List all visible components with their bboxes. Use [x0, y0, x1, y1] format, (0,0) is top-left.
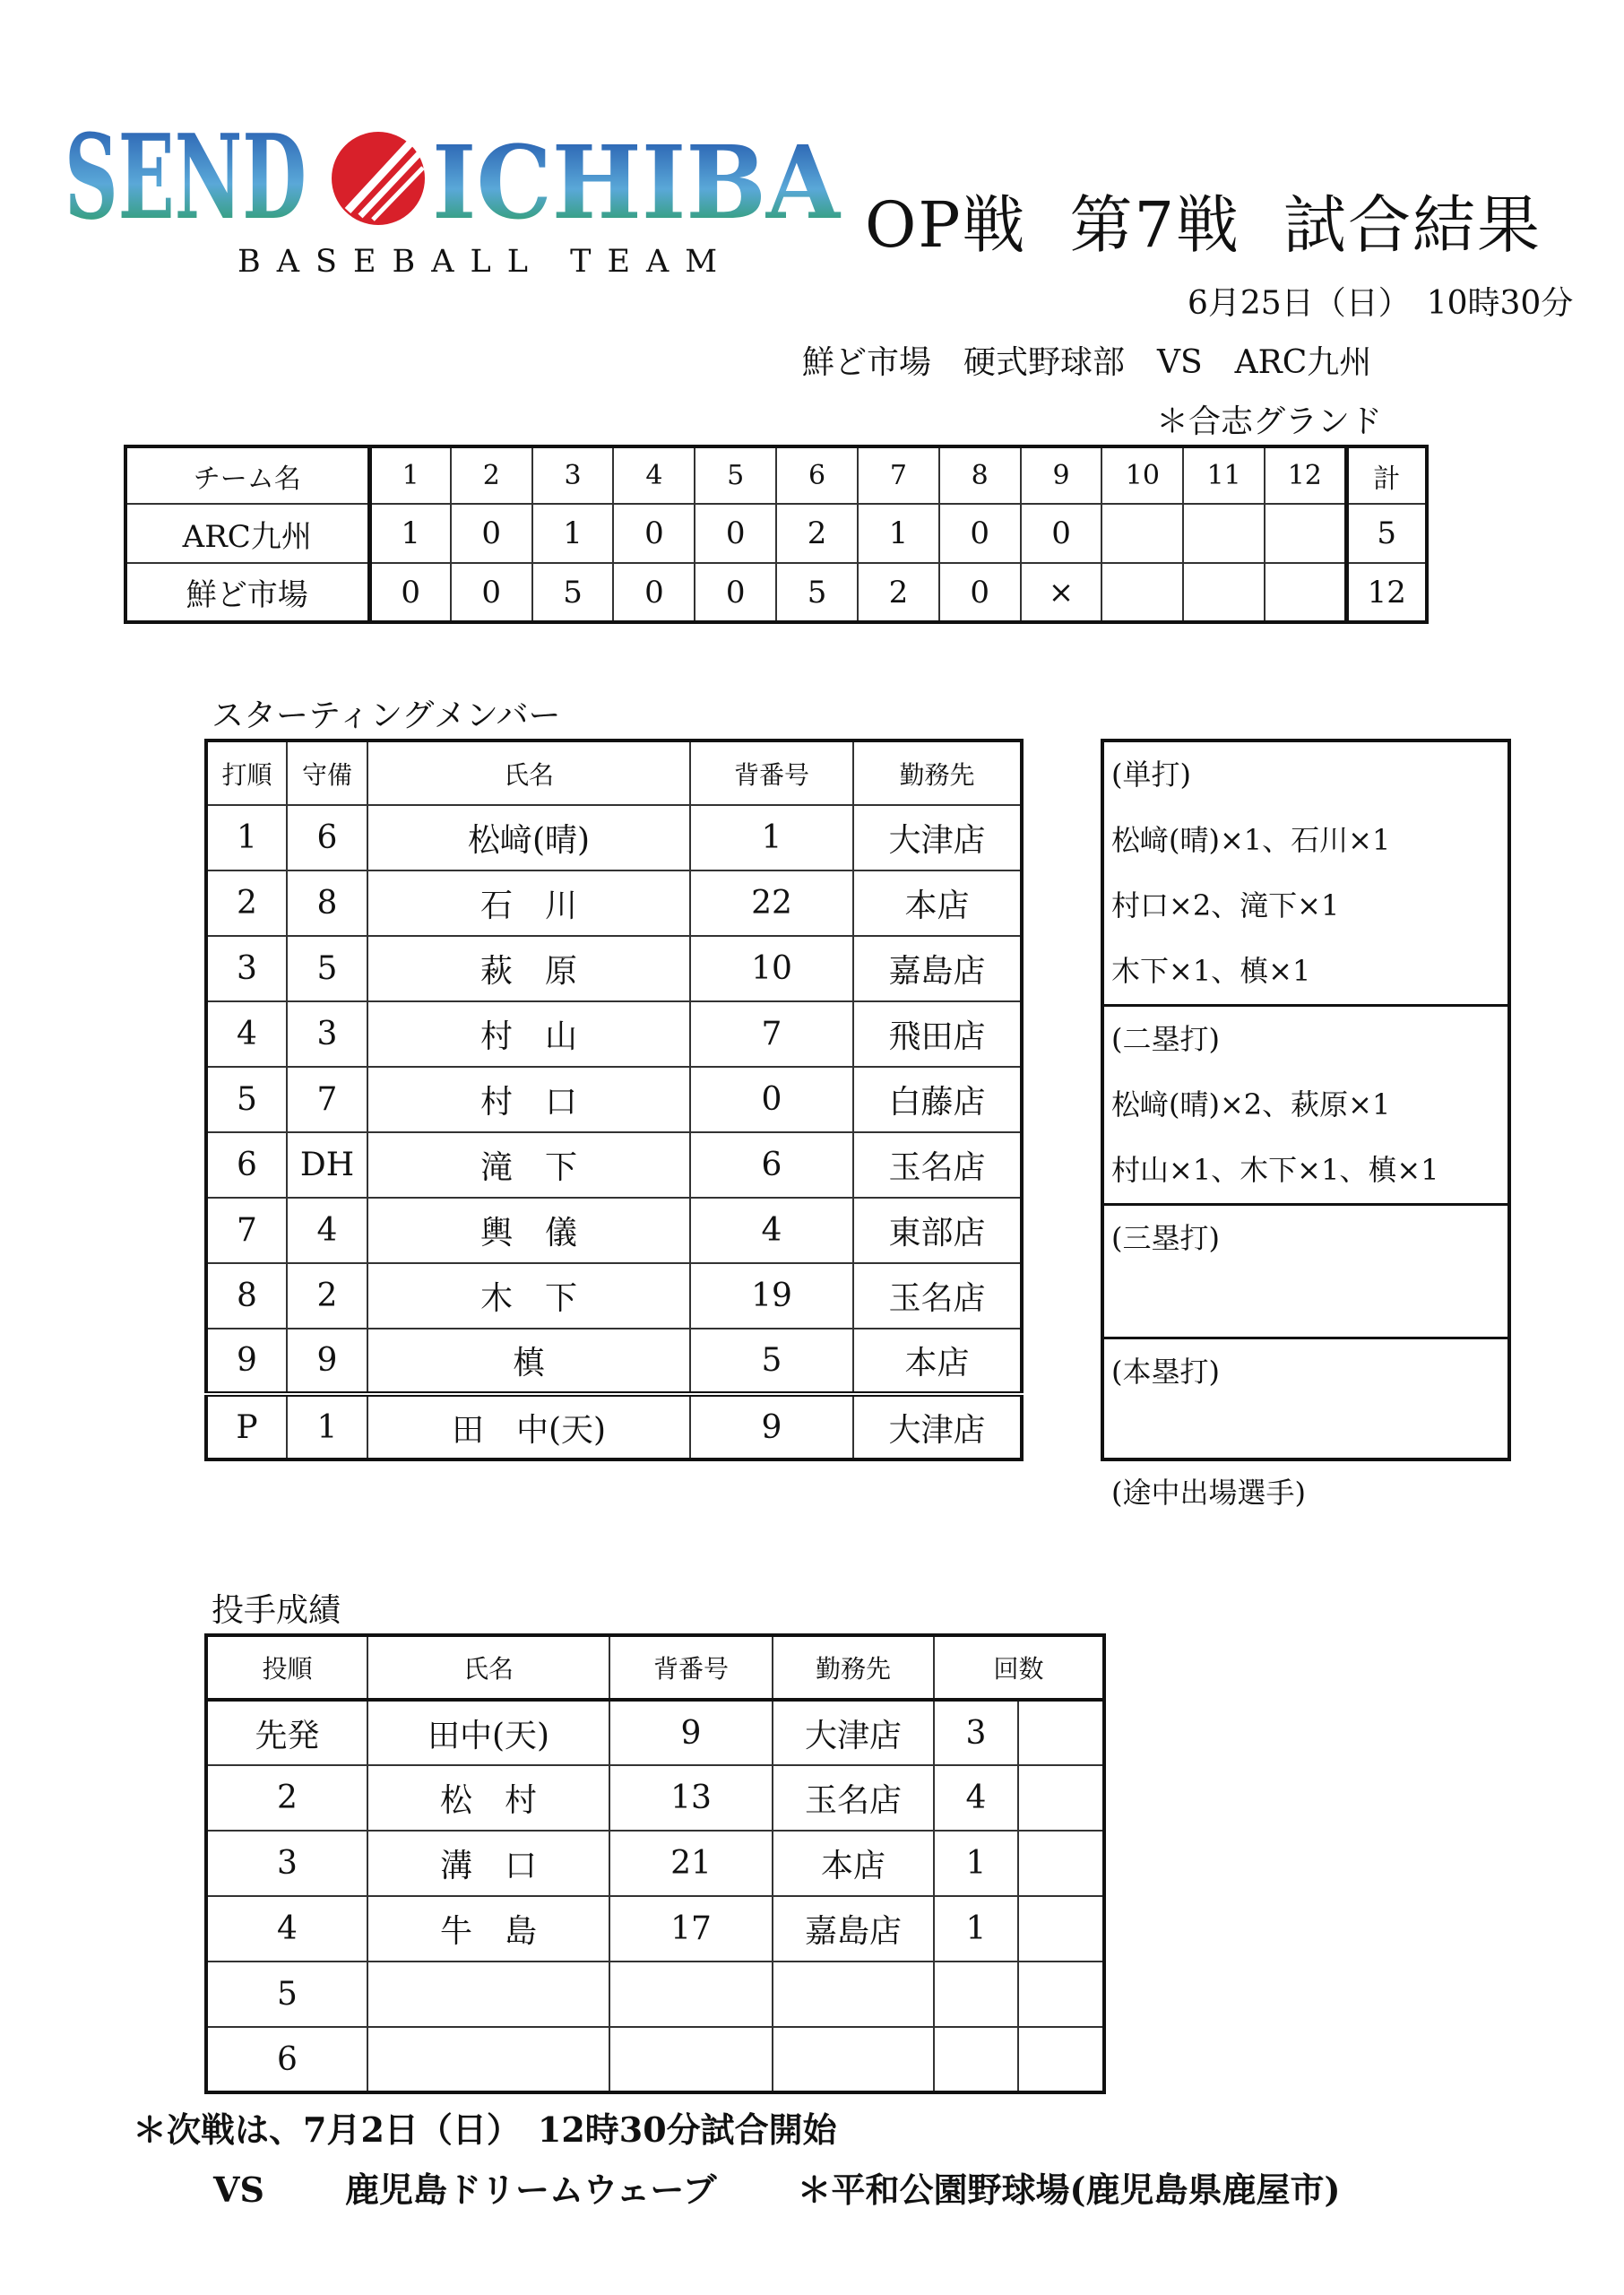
position: 9 — [287, 1329, 367, 1394]
batting-order: 4 — [206, 1001, 287, 1067]
game-date: 6月25日（日） 10時30分 — [1188, 285, 1574, 322]
header-inning-10: 10 — [1101, 446, 1183, 504]
score-cell: 2 — [776, 504, 858, 563]
header-inning-5: 5 — [695, 446, 776, 504]
pitching-header — [206, 1635, 1104, 1700]
player-name: 輿 儀 — [367, 1198, 690, 1263]
score-cell: 1 — [858, 504, 939, 563]
player-name: 田 中(天) — [367, 1394, 690, 1459]
score-cell: 5 — [776, 563, 858, 622]
pitch-order: 4 — [206, 1896, 367, 1962]
position: 4 — [287, 1198, 367, 1263]
position: 2 — [287, 1263, 367, 1329]
line-score-row-visitor — [125, 504, 1427, 563]
score-cell: 5 — [532, 563, 614, 622]
hits-line-empty — [1111, 1405, 1507, 1470]
next-game-details — [213, 2162, 1341, 2212]
position: 3 — [287, 1001, 367, 1067]
position: 1 — [287, 1394, 367, 1459]
store — [773, 1962, 934, 2027]
table-row — [206, 1700, 1104, 1765]
batting-order: 8 — [206, 1263, 287, 1329]
score-cell: 1 — [532, 504, 614, 563]
table-row — [206, 805, 1022, 870]
score-cell — [1265, 563, 1346, 622]
store: 本店 — [853, 1329, 1022, 1394]
store: 本店 — [773, 1831, 934, 1896]
uniform-number: 17 — [609, 1896, 773, 1962]
header-team: チーム名 — [125, 446, 369, 504]
next-game-opponent: 鹿児島ドリームウェーブ — [344, 2169, 717, 2210]
score-cell: 0 — [939, 563, 1021, 622]
header-innings: 回数 — [934, 1635, 1104, 1700]
player-name: 村 口 — [367, 1067, 690, 1132]
player-name: 槙 — [367, 1329, 690, 1394]
uniform-number: 1 — [690, 805, 853, 870]
svg-text:SEND: SEND — [65, 112, 307, 246]
player-name: 萩 原 — [367, 936, 690, 1001]
batting-order: 2 — [206, 870, 287, 936]
pitching-table — [204, 1633, 1106, 2094]
table-row — [206, 1765, 1104, 1831]
innings: 1 — [934, 1896, 1018, 1962]
team-logo — [63, 112, 851, 291]
score-cell — [1183, 563, 1265, 622]
header-inning-1: 1 — [369, 446, 451, 504]
pitcher-name: 松 村 — [367, 1765, 609, 1831]
batting-order: 3 — [206, 936, 287, 1001]
store: 白藤店 — [853, 1067, 1022, 1132]
line-score-header — [125, 446, 1427, 504]
header-number: 背番号 — [609, 1635, 773, 1700]
score-cell: 0 — [451, 504, 532, 563]
singles-section — [1104, 742, 1507, 1007]
triples-section — [1104, 1206, 1507, 1339]
innings — [934, 1962, 1018, 2027]
header-inning-3: 3 — [532, 446, 614, 504]
header-inning-6: 6 — [776, 446, 858, 504]
header-inning-11: 11 — [1183, 446, 1265, 504]
line-score-table — [124, 445, 1429, 624]
position: DH — [287, 1132, 367, 1198]
innings-fraction — [1018, 1765, 1104, 1831]
next-game-notice: ＊次戦は、7月2日（日） 12時30分試合開始 — [133, 2109, 837, 2150]
table-row — [206, 1962, 1104, 2027]
header-inning-8: 8 — [939, 446, 1021, 504]
header-position: 守備 — [287, 740, 367, 805]
header-total: 計 — [1346, 446, 1427, 504]
hits-line: 松﨑(晴)×1、石川×1 — [1111, 823, 1391, 857]
player-name: 石 川 — [367, 870, 690, 936]
table-row — [206, 1001, 1022, 1067]
hits-box — [1101, 739, 1511, 1461]
uniform-number — [609, 2027, 773, 2092]
position: 5 — [287, 936, 367, 1001]
pitch-order: 先発 — [206, 1700, 367, 1765]
header-pitch-order: 投順 — [206, 1635, 367, 1700]
homeruns-label: (本塁打) — [1111, 1355, 1220, 1389]
pitcher-name — [367, 2027, 609, 2092]
score-cell — [1265, 504, 1346, 563]
header-inning-12: 12 — [1265, 446, 1346, 504]
hits-line: 松﨑(晴)×2、萩原×1 — [1111, 1087, 1391, 1122]
triples-label: (三塁打) — [1111, 1221, 1220, 1255]
pitcher-name: 溝 口 — [367, 1831, 609, 1896]
batting-order: 6 — [206, 1132, 287, 1198]
team-name: ARC九州 — [125, 504, 369, 563]
homeruns-section — [1104, 1339, 1507, 1470]
score-cell — [1101, 563, 1183, 622]
score-cell: 2 — [858, 563, 939, 622]
pitching-label: 投手成績 — [212, 1592, 341, 1629]
store: 玉名店 — [773, 1765, 934, 1831]
innings: 1 — [934, 1831, 1018, 1896]
table-row — [206, 936, 1022, 1001]
store: 大津店 — [773, 1700, 934, 1765]
innings-fraction — [1018, 1896, 1104, 1962]
pitcher-name — [367, 1962, 609, 2027]
table-row — [206, 1067, 1022, 1132]
uniform-number: 0 — [690, 1067, 853, 1132]
store: 玉名店 — [853, 1132, 1022, 1198]
pitch-order: 3 — [206, 1831, 367, 1896]
position: 6 — [287, 805, 367, 870]
table-row — [206, 870, 1022, 936]
title-game-number: 第7戦 — [1069, 188, 1241, 262]
player-name: 木 下 — [367, 1263, 690, 1329]
innings-fraction — [1018, 1700, 1104, 1765]
score-cell: 0 — [613, 504, 695, 563]
uniform-number: 6 — [690, 1132, 853, 1198]
logo-graphic — [63, 112, 851, 291]
uniform-number: 9 — [609, 1700, 773, 1765]
score-cell: 0 — [1021, 504, 1102, 563]
header-store: 勤務先 — [853, 740, 1022, 805]
batting-order: 7 — [206, 1198, 287, 1263]
uniform-number: 7 — [690, 1001, 853, 1067]
substitutes-label: (途中出場選手) — [1111, 1476, 1306, 1510]
score-cell: 0 — [451, 563, 532, 622]
score-cell: 0 — [695, 563, 776, 622]
hits-line: 木下×1、槙×1 — [1111, 954, 1311, 988]
header-number: 背番号 — [690, 740, 853, 805]
score-cell: × — [1021, 563, 1102, 622]
score-cell — [1101, 504, 1183, 563]
page-title — [865, 175, 1542, 265]
uniform-number: 19 — [690, 1263, 853, 1329]
uniform-number: 22 — [690, 870, 853, 936]
uniform-number: 10 — [690, 936, 853, 1001]
batting-order: 9 — [206, 1329, 287, 1394]
line-score-row-home — [125, 563, 1427, 622]
header-store: 勤務先 — [773, 1635, 934, 1700]
uniform-number: 13 — [609, 1765, 773, 1831]
total-score: 12 — [1346, 563, 1427, 622]
player-name: 村 山 — [367, 1001, 690, 1067]
title-result: 試合結果 — [1283, 188, 1542, 262]
store: 嘉島店 — [853, 936, 1022, 1001]
header-name: 氏名 — [367, 1635, 609, 1700]
store: 玉名店 — [853, 1263, 1022, 1329]
table-row — [206, 1896, 1104, 1962]
venue: ＊合志グランド — [1156, 403, 1383, 440]
next-game-vs: VS — [213, 2169, 264, 2210]
store: 本店 — [853, 870, 1022, 936]
table-row — [206, 1329, 1022, 1394]
score-cell: 0 — [369, 563, 451, 622]
team-name: 鮮ど市場 — [125, 563, 369, 622]
lineup-label: スターティングメンバー — [212, 697, 561, 734]
batting-order: P — [206, 1394, 287, 1459]
header-inning-9: 9 — [1021, 446, 1102, 504]
innings-fraction — [1018, 2027, 1104, 2092]
innings-fraction — [1018, 1962, 1104, 2027]
uniform-number: 4 — [690, 1198, 853, 1263]
hits-line-empty — [1111, 1271, 1507, 1337]
lineup-header — [206, 740, 1022, 805]
table-row — [206, 2027, 1104, 2092]
singles-label: (単打) — [1111, 758, 1191, 792]
header-inning-7: 7 — [858, 446, 939, 504]
pitch-order: 5 — [206, 1962, 367, 2027]
score-cell: 0 — [613, 563, 695, 622]
pitch-order: 6 — [206, 2027, 367, 2092]
title-op: OP戦 — [865, 188, 1027, 262]
player-name: 滝 下 — [367, 1132, 690, 1198]
header-inning-2: 2 — [451, 446, 532, 504]
lineup-table — [204, 739, 1024, 1461]
total-score: 5 — [1346, 504, 1427, 563]
table-row — [206, 1831, 1104, 1896]
table-row — [206, 1263, 1022, 1329]
hits-line: 村山×1、木下×1、槙×1 — [1111, 1153, 1439, 1187]
innings — [934, 2027, 1018, 2092]
pitcher-name: 牛 島 — [367, 1896, 609, 1962]
position: 7 — [287, 1067, 367, 1132]
matchup: 鮮ど市場 硬式野球部 VS ARC九州 — [802, 344, 1372, 381]
pitcher-name: 田中(天) — [367, 1700, 609, 1765]
store: 大津店 — [853, 805, 1022, 870]
score-cell — [1183, 504, 1265, 563]
innings: 3 — [934, 1700, 1018, 1765]
pitch-order: 2 — [206, 1765, 367, 1831]
batting-order: 5 — [206, 1067, 287, 1132]
hits-line: 村口×2、滝下×1 — [1111, 888, 1340, 922]
score-cell: 1 — [369, 504, 451, 563]
store — [773, 2027, 934, 2092]
uniform-number: 5 — [690, 1329, 853, 1394]
next-game-venue: ＊平和公園野球場(鹿児島県鹿屋市) — [797, 2169, 1341, 2210]
doubles-section — [1104, 1007, 1507, 1206]
store: 大津店 — [853, 1394, 1022, 1459]
innings-fraction — [1018, 1831, 1104, 1896]
uniform-number: 21 — [609, 1831, 773, 1896]
player-name: 松﨑(晴) — [367, 805, 690, 870]
store: 東部店 — [853, 1198, 1022, 1263]
store: 嘉島店 — [773, 1896, 934, 1962]
header-order: 打順 — [206, 740, 287, 805]
uniform-number: 9 — [690, 1394, 853, 1459]
score-cell: 0 — [939, 504, 1021, 563]
logo-subtitle: BASEBALL TEAM — [238, 244, 734, 280]
table-row — [206, 1132, 1022, 1198]
innings: 4 — [934, 1765, 1018, 1831]
position: 8 — [287, 870, 367, 936]
store: 飛田店 — [853, 1001, 1022, 1067]
score-cell: 0 — [695, 504, 776, 563]
header-name: 氏名 — [367, 740, 690, 805]
table-row — [206, 1198, 1022, 1263]
doubles-label: (二塁打) — [1111, 1022, 1220, 1056]
batting-order: 1 — [206, 805, 287, 870]
svg-text:ICHIBA: ICHIBA — [432, 125, 842, 242]
table-row-pitcher — [206, 1394, 1022, 1459]
header-inning-4: 4 — [613, 446, 695, 504]
uniform-number — [609, 1962, 773, 2027]
